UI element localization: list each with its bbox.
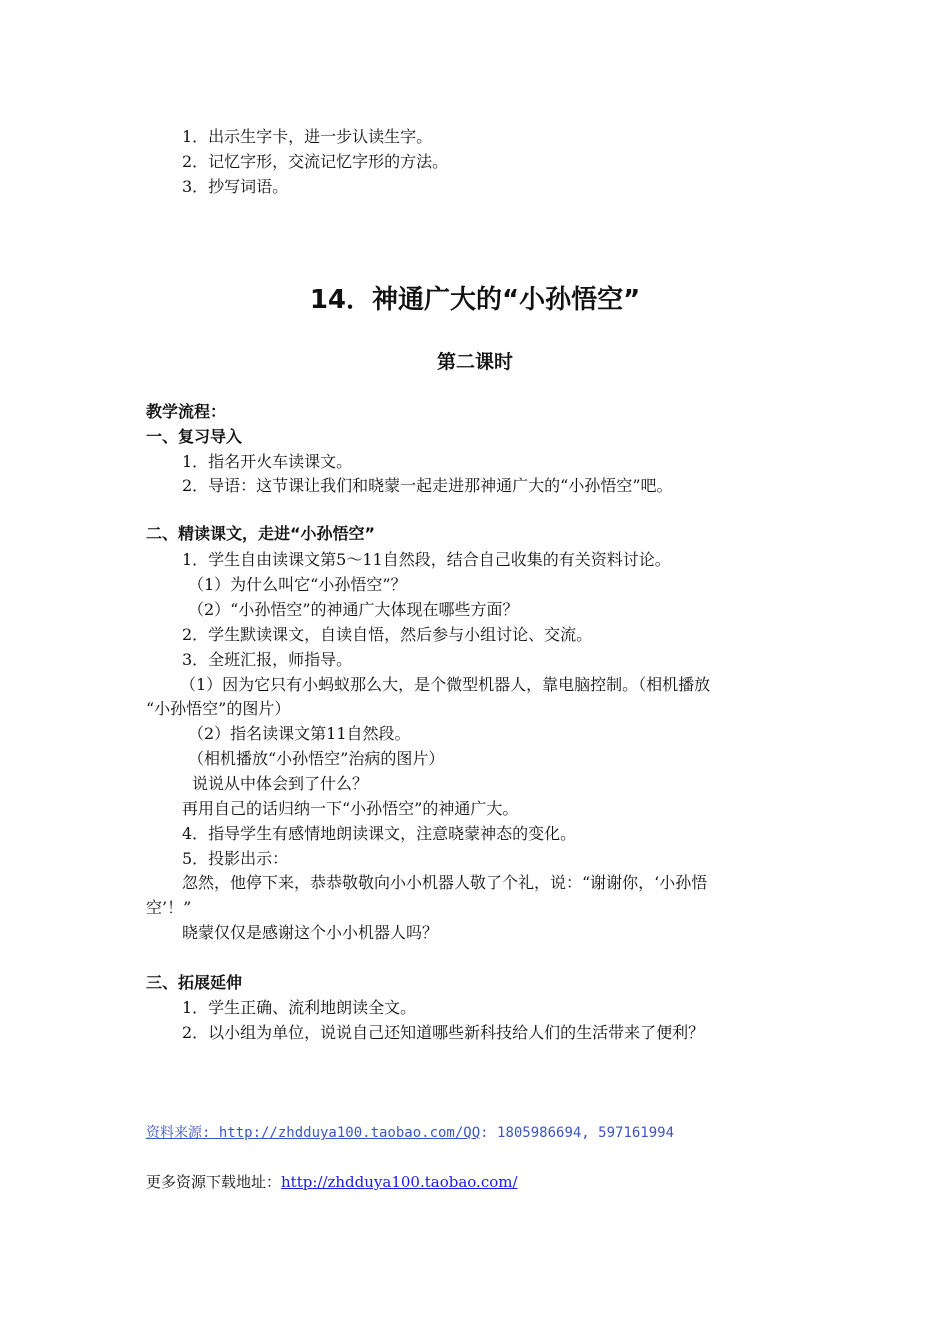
section1-item-1: 1．指名开火车读课文。 (182, 452, 353, 471)
section2-item-7: “小孙悟空”的图片） (146, 699, 291, 718)
more-label: 更多资源下载地址： (146, 1173, 282, 1191)
lesson-title: 14．神通广大的“小孙悟空” (309, 285, 641, 315)
more-link[interactable]: http://zhdduya100.taobao.com/ (281, 1173, 518, 1191)
section3-item-1: 1．学生正确、流利地朗读全文。 (182, 998, 417, 1017)
process-label: 教学流程： (146, 402, 227, 421)
footer-more (146, 1171, 518, 1193)
section2-heading: 二、精读课文，走进“小孙悟空” (146, 524, 376, 543)
section2-item-1: 1．学生自由读课文第5～11自然段，结合自己收集的有关资料讨论。 (182, 550, 671, 569)
section2-item-16: 晓蒙仅仅是感谢这个小小机器人吗？ (182, 923, 439, 942)
top-list-item-1: 1．出示生字卡，进一步认读生字。 (182, 127, 433, 146)
section2-item-13: 5．投影出示： (182, 849, 289, 868)
source-link[interactable]: 资料来源: http://zhdduya100.taobao.com/QQ (146, 1125, 481, 1141)
section2-item-5: 3．全班汇报，师指导。 (182, 650, 353, 669)
lesson-subtitle: 第二课时 (436, 351, 513, 373)
section2-item-3: （2）“小孙悟空”的神通广大体现在哪些方面？ (188, 600, 519, 619)
section2-item-6: （1）因为它只有小蚂蚁那么大，是个微型机器人，靠电脑控制。（相机播放 (180, 675, 711, 694)
section1-item-2: 2．导语：这节课让我们和晓蒙一起走进那神通广大的“小孙悟空”吧。 (182, 476, 673, 495)
top-list-item-2: 2．记忆字形，交流记忆字形的方法。 (182, 152, 449, 171)
section2-item-11: 再用自己的话归纳一下“小孙悟空”的神通广大。 (182, 799, 519, 818)
section3-heading: 三、拓展延伸 (146, 973, 243, 992)
source-qq: : 1805986694, 597161994 (480, 1125, 675, 1141)
section1-heading: 一、复习导入 (146, 427, 243, 446)
section2-item-10: 说说从中体会到了什么？ (192, 774, 369, 793)
top-list-item-3: 3．抄写词语。 (182, 177, 289, 196)
section2-item-14: 忽然，他停下来，恭恭敬敬向小小机器人敬了个礼，说：“谢谢你，‘小孙悟 (182, 873, 708, 892)
section2-item-4: 2．学生默读课文，自读自悟，然后参与小组讨论、交流。 (182, 625, 593, 644)
section2-item-8: （2）指名读课文第11自然段。 (188, 724, 411, 743)
section2-item-2: （1）为什么叫它“小孙悟空”？ (188, 575, 407, 594)
section2-item-12: 4．指导学生有感情地朗读课文，注意晓蒙神态的变化。 (182, 824, 577, 843)
section2-item-15: 空’！” (146, 898, 192, 917)
section2-item-9: （相机播放“小孙悟空”治病的图片） (188, 749, 445, 768)
footer-source (146, 1122, 674, 1144)
section3-item-2: 2．以小组为单位，说说自己还知道哪些新科技给人们的生活带来了便利？ (182, 1023, 705, 1042)
